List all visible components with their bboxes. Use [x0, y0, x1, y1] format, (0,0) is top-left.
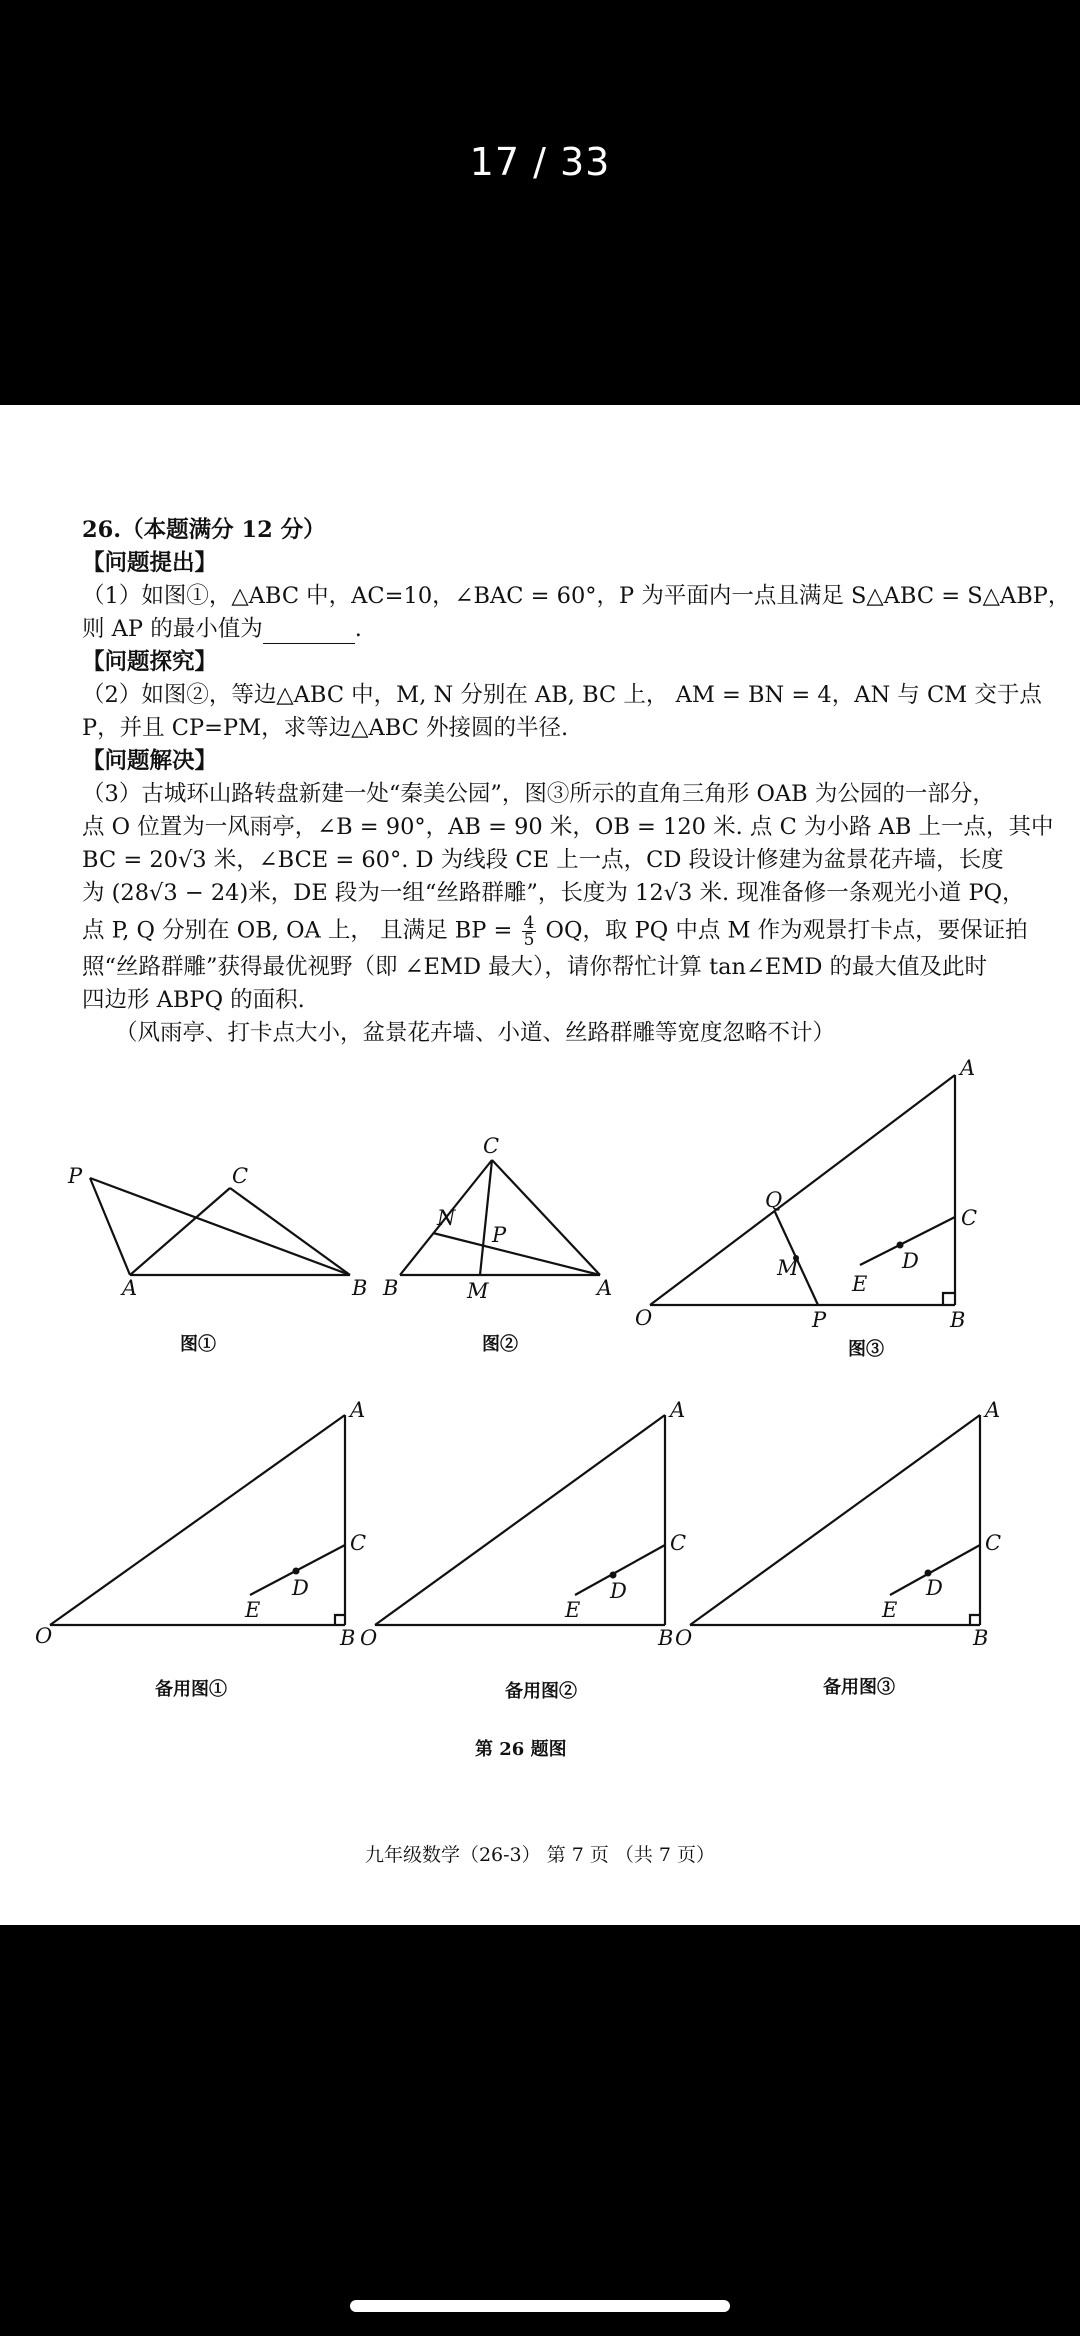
spare-figure-2 — [355, 1395, 695, 1650]
document-page[interactable] — [0, 405, 1080, 1925]
page-footer: 九年级数学（26-3） 第 7 页 （共 7 页） — [364, 1844, 716, 1866]
part3-line5-b: OQ，取 PQ 中点 M 作为观景打卡点，要保证拍 — [545, 917, 1028, 944]
fig1-label-a: A — [122, 1276, 138, 1300]
part3-line3: BC = 20√3 米，∠BCE = 60°. D 为线段 CE 上一点，CD 段设计修建为盆景花卉墙，长度 — [82, 847, 1004, 873]
spare1-label-c: C — [350, 1531, 367, 1555]
part1-text: 则 AP 的最小值为 — [82, 616, 263, 642]
fig2-label-b: B — [383, 1276, 399, 1300]
fig2-label-n: N — [437, 1206, 456, 1230]
spare3-label-c: C — [985, 1531, 1002, 1555]
fig1-label-b: B — [352, 1276, 368, 1300]
main-figure-caption: 第 26 题图 — [475, 1739, 567, 1760]
spare2-label-d: D — [610, 1579, 627, 1603]
fig1-label-p: P — [68, 1164, 83, 1188]
fig2-caption: 图② — [482, 1334, 518, 1355]
spare3-label-o: O — [675, 1626, 693, 1650]
fig3-label-c: C — [961, 1206, 978, 1230]
fig1-caption: 图① — [180, 1334, 216, 1355]
answer-blank — [263, 623, 355, 644]
fig2-label-p: P — [492, 1223, 507, 1247]
fig3-caption: 图③ — [848, 1339, 884, 1360]
spare1-label-o: O — [35, 1624, 53, 1648]
part1-period: . — [354, 616, 362, 642]
fig3-label-e: E — [852, 1272, 868, 1296]
home-indicator[interactable] — [350, 2300, 730, 2312]
spare2-label-o: O — [360, 1626, 378, 1650]
figure-3 — [630, 1055, 1000, 1332]
fig1-label-c: C — [232, 1164, 249, 1188]
spare3-caption: 备用图③ — [823, 1677, 895, 1698]
part1-line1: （1）如图①，△ABC 中，AC=10，∠BAC = 60°，P 为平面内一点且满足 S△ABC = S△ABP， — [82, 583, 1071, 609]
problem-header: 26.（本题满分 12 分） — [82, 517, 326, 543]
spare-figure-1 — [30, 1395, 370, 1650]
spare1-label-b: B — [340, 1626, 356, 1650]
part3-line5 — [82, 915, 1040, 948]
spare1-label-d: D — [292, 1576, 309, 1600]
spare3-label-a: A — [985, 1398, 1001, 1422]
section-problem-explore: 【问题探究】 — [82, 649, 218, 675]
fig3-label-p: P — [812, 1308, 827, 1332]
fraction-four-fifths — [522, 915, 537, 948]
spare1-label-a: A — [350, 1398, 366, 1422]
section-problem-raised: 【问题提出】 — [82, 550, 218, 576]
fig3-label-d: D — [902, 1249, 919, 1273]
frac-numerator: 4 — [523, 913, 535, 933]
section-problem-solve: 【问题解决】 — [82, 748, 218, 774]
fig2-label-m: M — [467, 1279, 489, 1303]
part3-line2: 点 O 位置为一风雨亭，∠B = 90°，AB = 90 米，OB = 120 米. 点 C 为小路 AB 上一点，其中 — [82, 814, 1054, 840]
spare1-label-e: E — [245, 1598, 261, 1622]
part1-line2 — [82, 614, 1040, 644]
spare1-caption: 备用图① — [155, 1679, 227, 1700]
spare-figure-3 — [670, 1395, 1010, 1650]
fig2-label-a: A — [597, 1276, 613, 1300]
frac-denominator: 5 — [523, 930, 535, 950]
part2-line1: （2）如图②，等边△ABC 中，M, N 分别在 AB, BC 上， AM = BN = 4，AN 与 CM 交于点 — [82, 682, 1042, 708]
part3-line6: 照“丝路群雕”获得最优视野（即 ∠EMD 最大），请你帮忙计算 tan∠EMD 的最大值及此时 — [82, 954, 988, 980]
spare3-label-d: D — [926, 1576, 943, 1600]
figure-2 — [375, 1115, 625, 1315]
figure-1 — [60, 1145, 380, 1300]
fig3-label-q: Q — [765, 1188, 783, 1212]
page-counter: 17 / 33 — [469, 140, 611, 184]
fig3-label-b: B — [950, 1308, 966, 1332]
viewer-header — [0, 0, 1080, 405]
part3-line5-a: 点 P, Q 分别在 OB, OA 上， 且满足 BP = — [82, 917, 513, 944]
fig3-label-a: A — [960, 1056, 976, 1080]
spare2-caption: 备用图② — [505, 1681, 577, 1702]
part3-note: （风雨亭、打卡点大小，盆景花卉墙、小道、丝路群雕等宽度忽略不计） — [115, 1020, 836, 1046]
spare2-label-c: C — [670, 1531, 687, 1555]
fig2-label-c: C — [483, 1134, 500, 1158]
part3-line7: 四边形 ABPQ 的面积. — [82, 987, 305, 1013]
spare3-label-b: B — [973, 1626, 989, 1650]
spare2-label-a: A — [670, 1398, 686, 1422]
part3-line4: 为 (28√3 − 24)米，DE 段为一组“丝路群雕”，长度为 12√3 米. 现准备修一条观光小道 PQ， — [82, 880, 1025, 906]
part2-line2: P，并且 CP=PM，求等边△ABC 外接圆的半径. — [82, 715, 569, 741]
spare2-label-e: E — [565, 1598, 581, 1622]
spare3-label-e: E — [882, 1598, 898, 1622]
fig3-label-o: O — [635, 1306, 653, 1330]
fig3-label-m: M — [777, 1256, 799, 1280]
spare2-label-b: B — [658, 1626, 674, 1650]
part3-line1: （3）古城环山路转盘新建一处“秦美公园”，图③所示的直角三角形 OAB 为公园的一部分， — [82, 781, 995, 807]
